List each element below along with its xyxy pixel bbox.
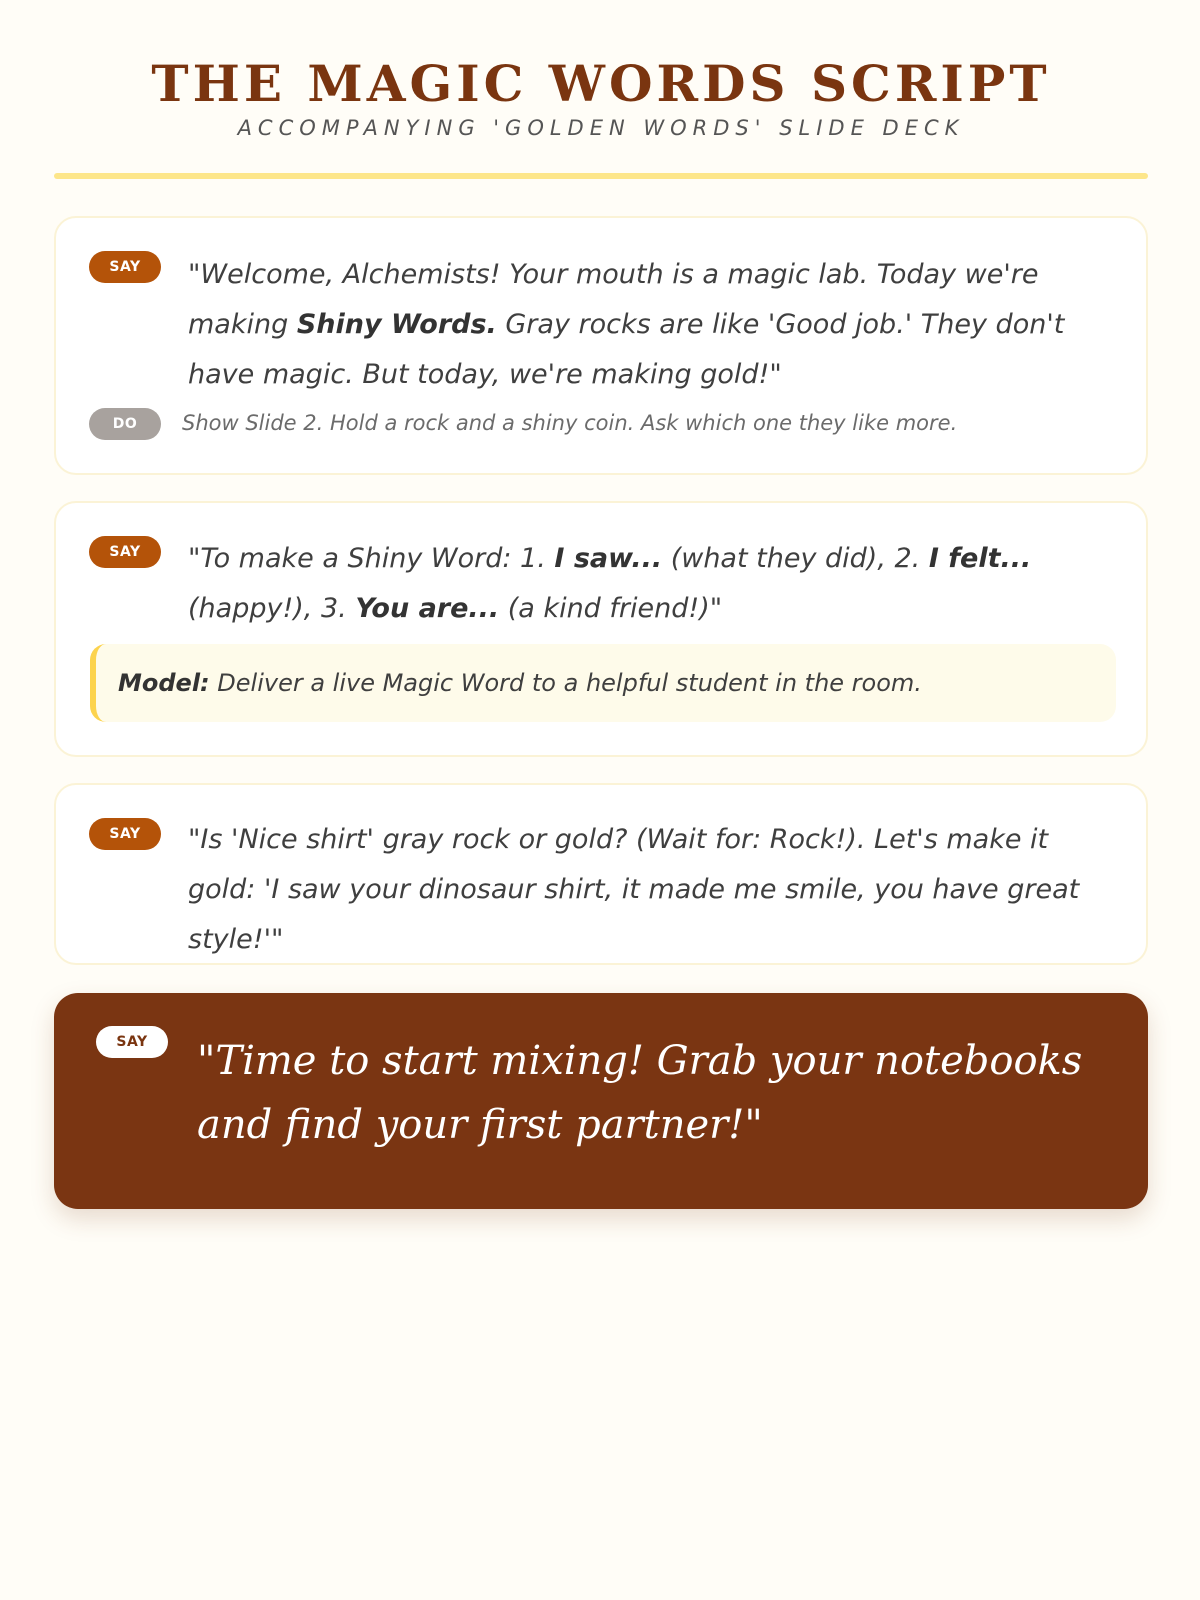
say-text [188, 250, 1116, 400]
say-text-part: (happy!), 3. [188, 593, 356, 624]
say-badge: SAY [89, 536, 161, 568]
say-text-part: (what they did), 2. [662, 543, 929, 574]
do-badge: DO [89, 408, 161, 440]
say-text-bold: I saw... [554, 543, 663, 574]
script-card-formula [54, 501, 1148, 757]
say-badge: SAY [96, 1026, 168, 1058]
model-text: Deliver a live Magic Word to a helpful student in the room. [209, 669, 922, 697]
header-divider [54, 173, 1148, 179]
say-text-part: "Welcome, Alchemists! Your mouth is a magic lab. Today we're making [188, 259, 1039, 340]
closing-card [54, 993, 1148, 1209]
page-subtitle: ACCOMPANYING 'GOLDEN WORDS' SLIDE DECK [237, 116, 965, 140]
say-text [188, 534, 1116, 634]
do-text: Show Slide 2. Hold a rock and a shiny coin. Ask which one they like more. [182, 411, 958, 435]
say-text-bold: I felt... [928, 543, 1032, 574]
model-label: Model: [118, 669, 210, 697]
say-text-bold: Shiny Words. [296, 309, 497, 340]
script-card-welcome [54, 216, 1148, 475]
say-badge: SAY [89, 818, 161, 850]
script-card-practice [54, 783, 1148, 965]
say-text: "Is 'Nice shirt' gray rock or gold? (Wait for: Rock!). Let's make it gold: 'I saw your dinosaur shirt, it made me smile, you have great style!'" [188, 824, 1080, 955]
say-text-bold: You are... [355, 593, 500, 624]
model-callout [90, 644, 1116, 722]
say-text-part: "To make a Shiny Word: 1. [188, 543, 555, 574]
say-text-part: Gray rocks are like 'Good job.' They don't have magic. But today, we're making gold!" [188, 309, 1065, 390]
page-title: THE MAGIC WORDS SCRIPT [151, 54, 1051, 113]
say-text-part: (a kind friend!)" [499, 593, 723, 624]
say-badge: SAY [89, 251, 161, 283]
closing-say-text: "Time to start mixing! Grab your notebooks and find your first partner!" [197, 1038, 1083, 1148]
